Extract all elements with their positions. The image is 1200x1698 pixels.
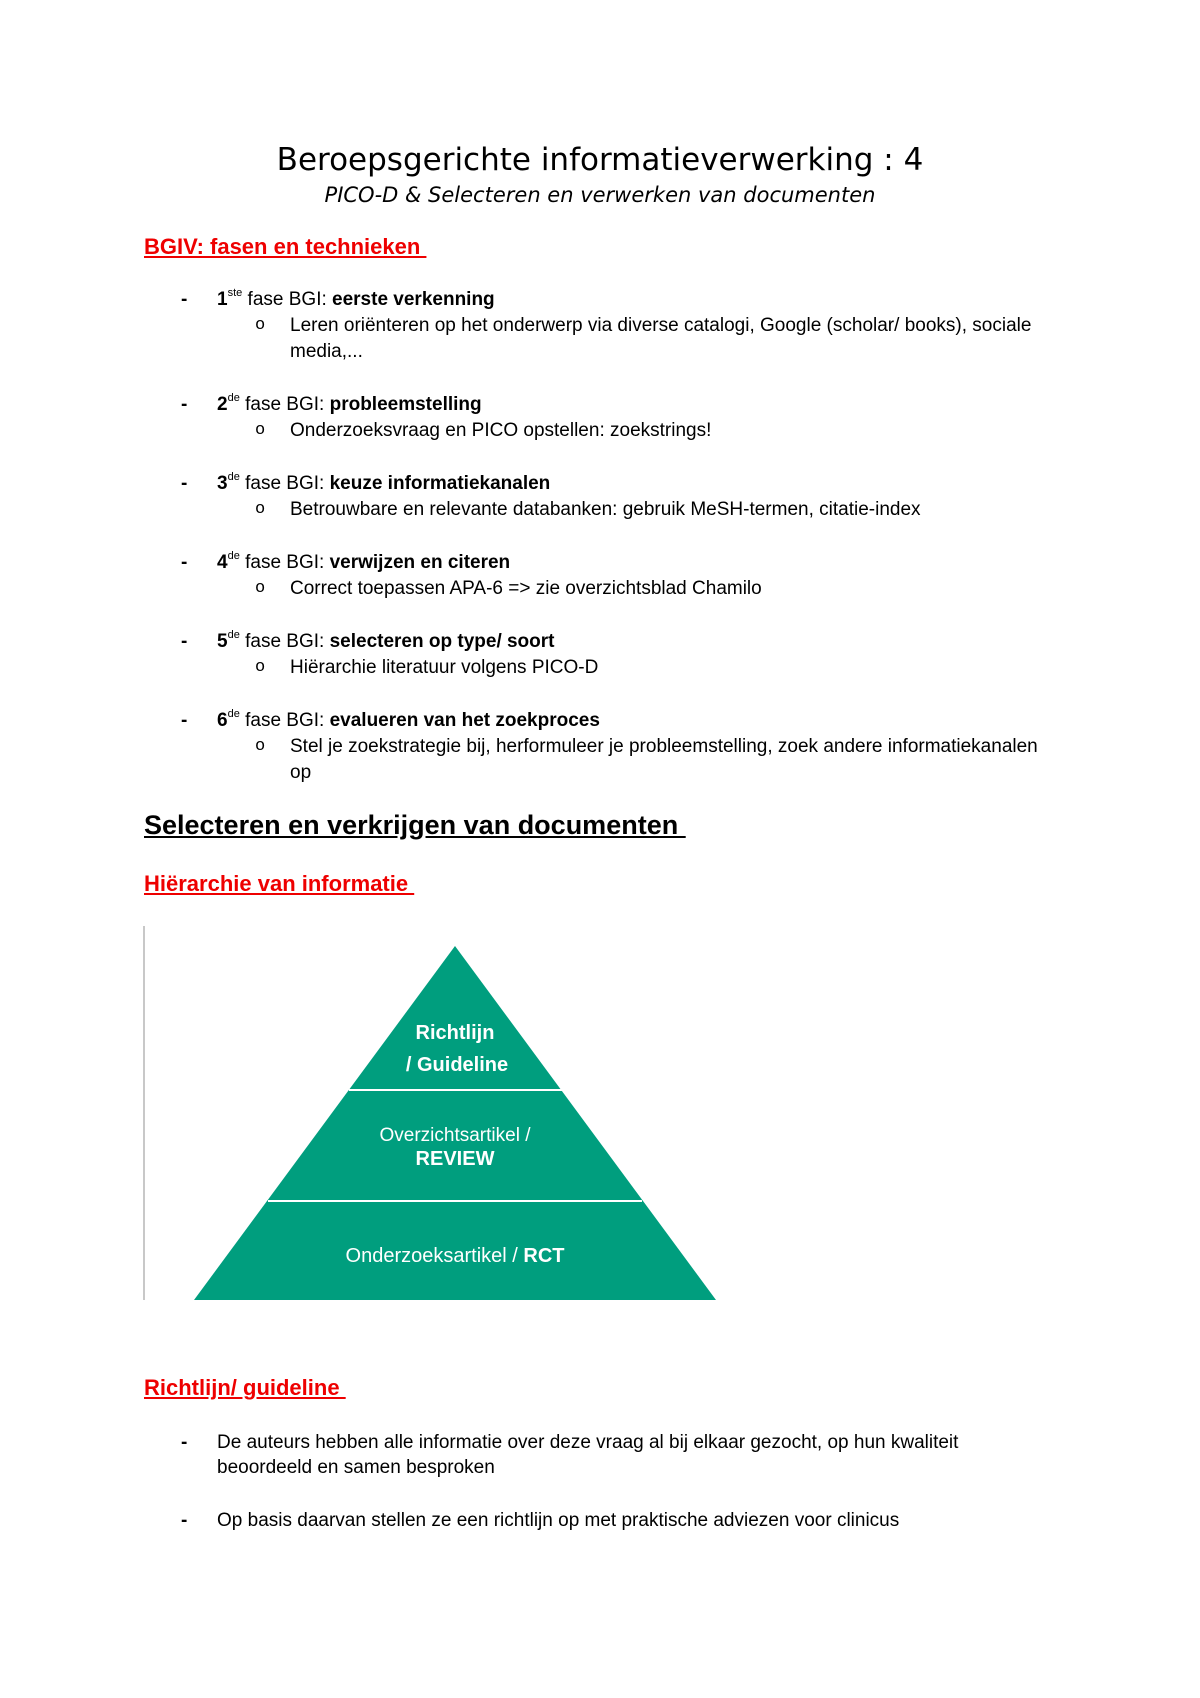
phase-description: Leren oriënteren op het onderwerp via diverse catalogi, Google (scholar/ books), sociale media,... — [290, 315, 1032, 362]
phase-suffix: de — [227, 391, 240, 404]
section-heading-guideline: Richtlijn/ guideline — [144, 1375, 346, 1400]
phase-description: Hiërarchie literatuur volgens PICO-D — [290, 657, 599, 678]
document-subtitle: PICO-D & Selecteren en verwerken van documenten — [324, 183, 876, 207]
section-heading-selecting: Selecteren en verkrijgen van documenten — [144, 810, 686, 840]
phase-description: Stel je zoekstrategie bij, herformuleer je probleemstelling, zoek andere informatiekanalen op — [290, 736, 1038, 783]
phase-title: evalueren van het zoekproces — [329, 710, 600, 731]
section-heading-hierarchy: Hiërarchie van informatie — [144, 871, 415, 896]
dash-bullet: - — [181, 710, 188, 731]
phase-number: 2 — [217, 394, 228, 415]
phase-number: 3 — [217, 473, 228, 494]
pyramid-top-line2: / Guideline — [405, 1054, 509, 1076]
dash-bullet: - — [181, 631, 188, 652]
phase-prefix: fase BGI: — [239, 631, 330, 652]
pyramid-top-line1: Richtlijn — [415, 1022, 495, 1044]
phase-prefix: fase BGI: — [239, 473, 330, 494]
dash-bullet: - — [181, 289, 188, 310]
dash-bullet: - — [181, 1432, 188, 1453]
dash-bullet: - — [181, 552, 188, 573]
phase-suffix: de — [227, 707, 240, 720]
dash-bullet: - — [181, 473, 188, 494]
pyramid-bottom-bold: RCT — [523, 1245, 565, 1267]
phase-suffix: ste — [227, 286, 243, 299]
sub-bullet-marker: o — [255, 658, 266, 677]
sub-bullet-marker: o — [255, 316, 266, 335]
phase-suffix: de — [227, 628, 240, 641]
phase-prefix: fase BGI: — [239, 552, 330, 573]
sub-bullet-marker: o — [255, 421, 266, 440]
phase-title: probleemstelling — [329, 394, 482, 415]
phase-title: eerste verkenning — [332, 289, 495, 310]
phase-title: verwijzen en citeren — [329, 552, 511, 573]
pyramid-bottom-normal: Onderzoeksartikel / — [345, 1245, 524, 1267]
phase-description: Correct toepassen APA-6 => zie overzichtsblad Chamilo — [290, 578, 762, 599]
phase-suffix: de — [227, 470, 240, 483]
phase-number: 6 — [217, 710, 228, 731]
phase-prefix: fase BGI: — [239, 394, 330, 415]
phase-description: Betrouwbare en relevante databanken: gebruik MeSH-termen, citatie-index — [290, 499, 921, 520]
guideline-point: Op basis daarvan stellen ze een richtlijn op met praktische adviezen voor clinicus — [217, 1510, 900, 1531]
sub-bullet-marker: o — [255, 579, 266, 598]
sub-bullet-marker: o — [255, 737, 266, 756]
phase-title: selecteren op type/ soort — [329, 631, 555, 652]
pyramid-mid-line2: REVIEW — [415, 1148, 495, 1170]
pyramid-mid-line1: Overzichtsartikel / — [379, 1125, 531, 1146]
phase-description: Onderzoeksvraag en PICO opstellen: zoekstrings! — [290, 420, 712, 441]
section-heading-phases: BGIV: fasen en technieken — [144, 234, 427, 259]
phase-prefix: fase BGI: — [242, 289, 333, 310]
phase-number: 1 — [217, 289, 228, 310]
pyramid-bottom-label — [346, 1245, 565, 1267]
phase-suffix: de — [227, 549, 240, 562]
dash-bullet: - — [181, 1510, 188, 1531]
phase-title: keuze informatiekanalen — [329, 473, 551, 494]
phase-number: 5 — [217, 631, 228, 652]
phase-number: 4 — [217, 552, 228, 573]
guideline-point: De auteurs hebben alle informatie over deze vraag al bij elkaar gezocht, op hun kwaliteit beoordeeld en samen besproken — [217, 1432, 959, 1478]
document-title: Beroepsgerichte informatieverwerking : 4 — [276, 142, 924, 178]
sub-bullet-marker: o — [255, 500, 266, 519]
phase-prefix: fase BGI: — [239, 710, 330, 731]
dash-bullet: - — [181, 394, 188, 415]
